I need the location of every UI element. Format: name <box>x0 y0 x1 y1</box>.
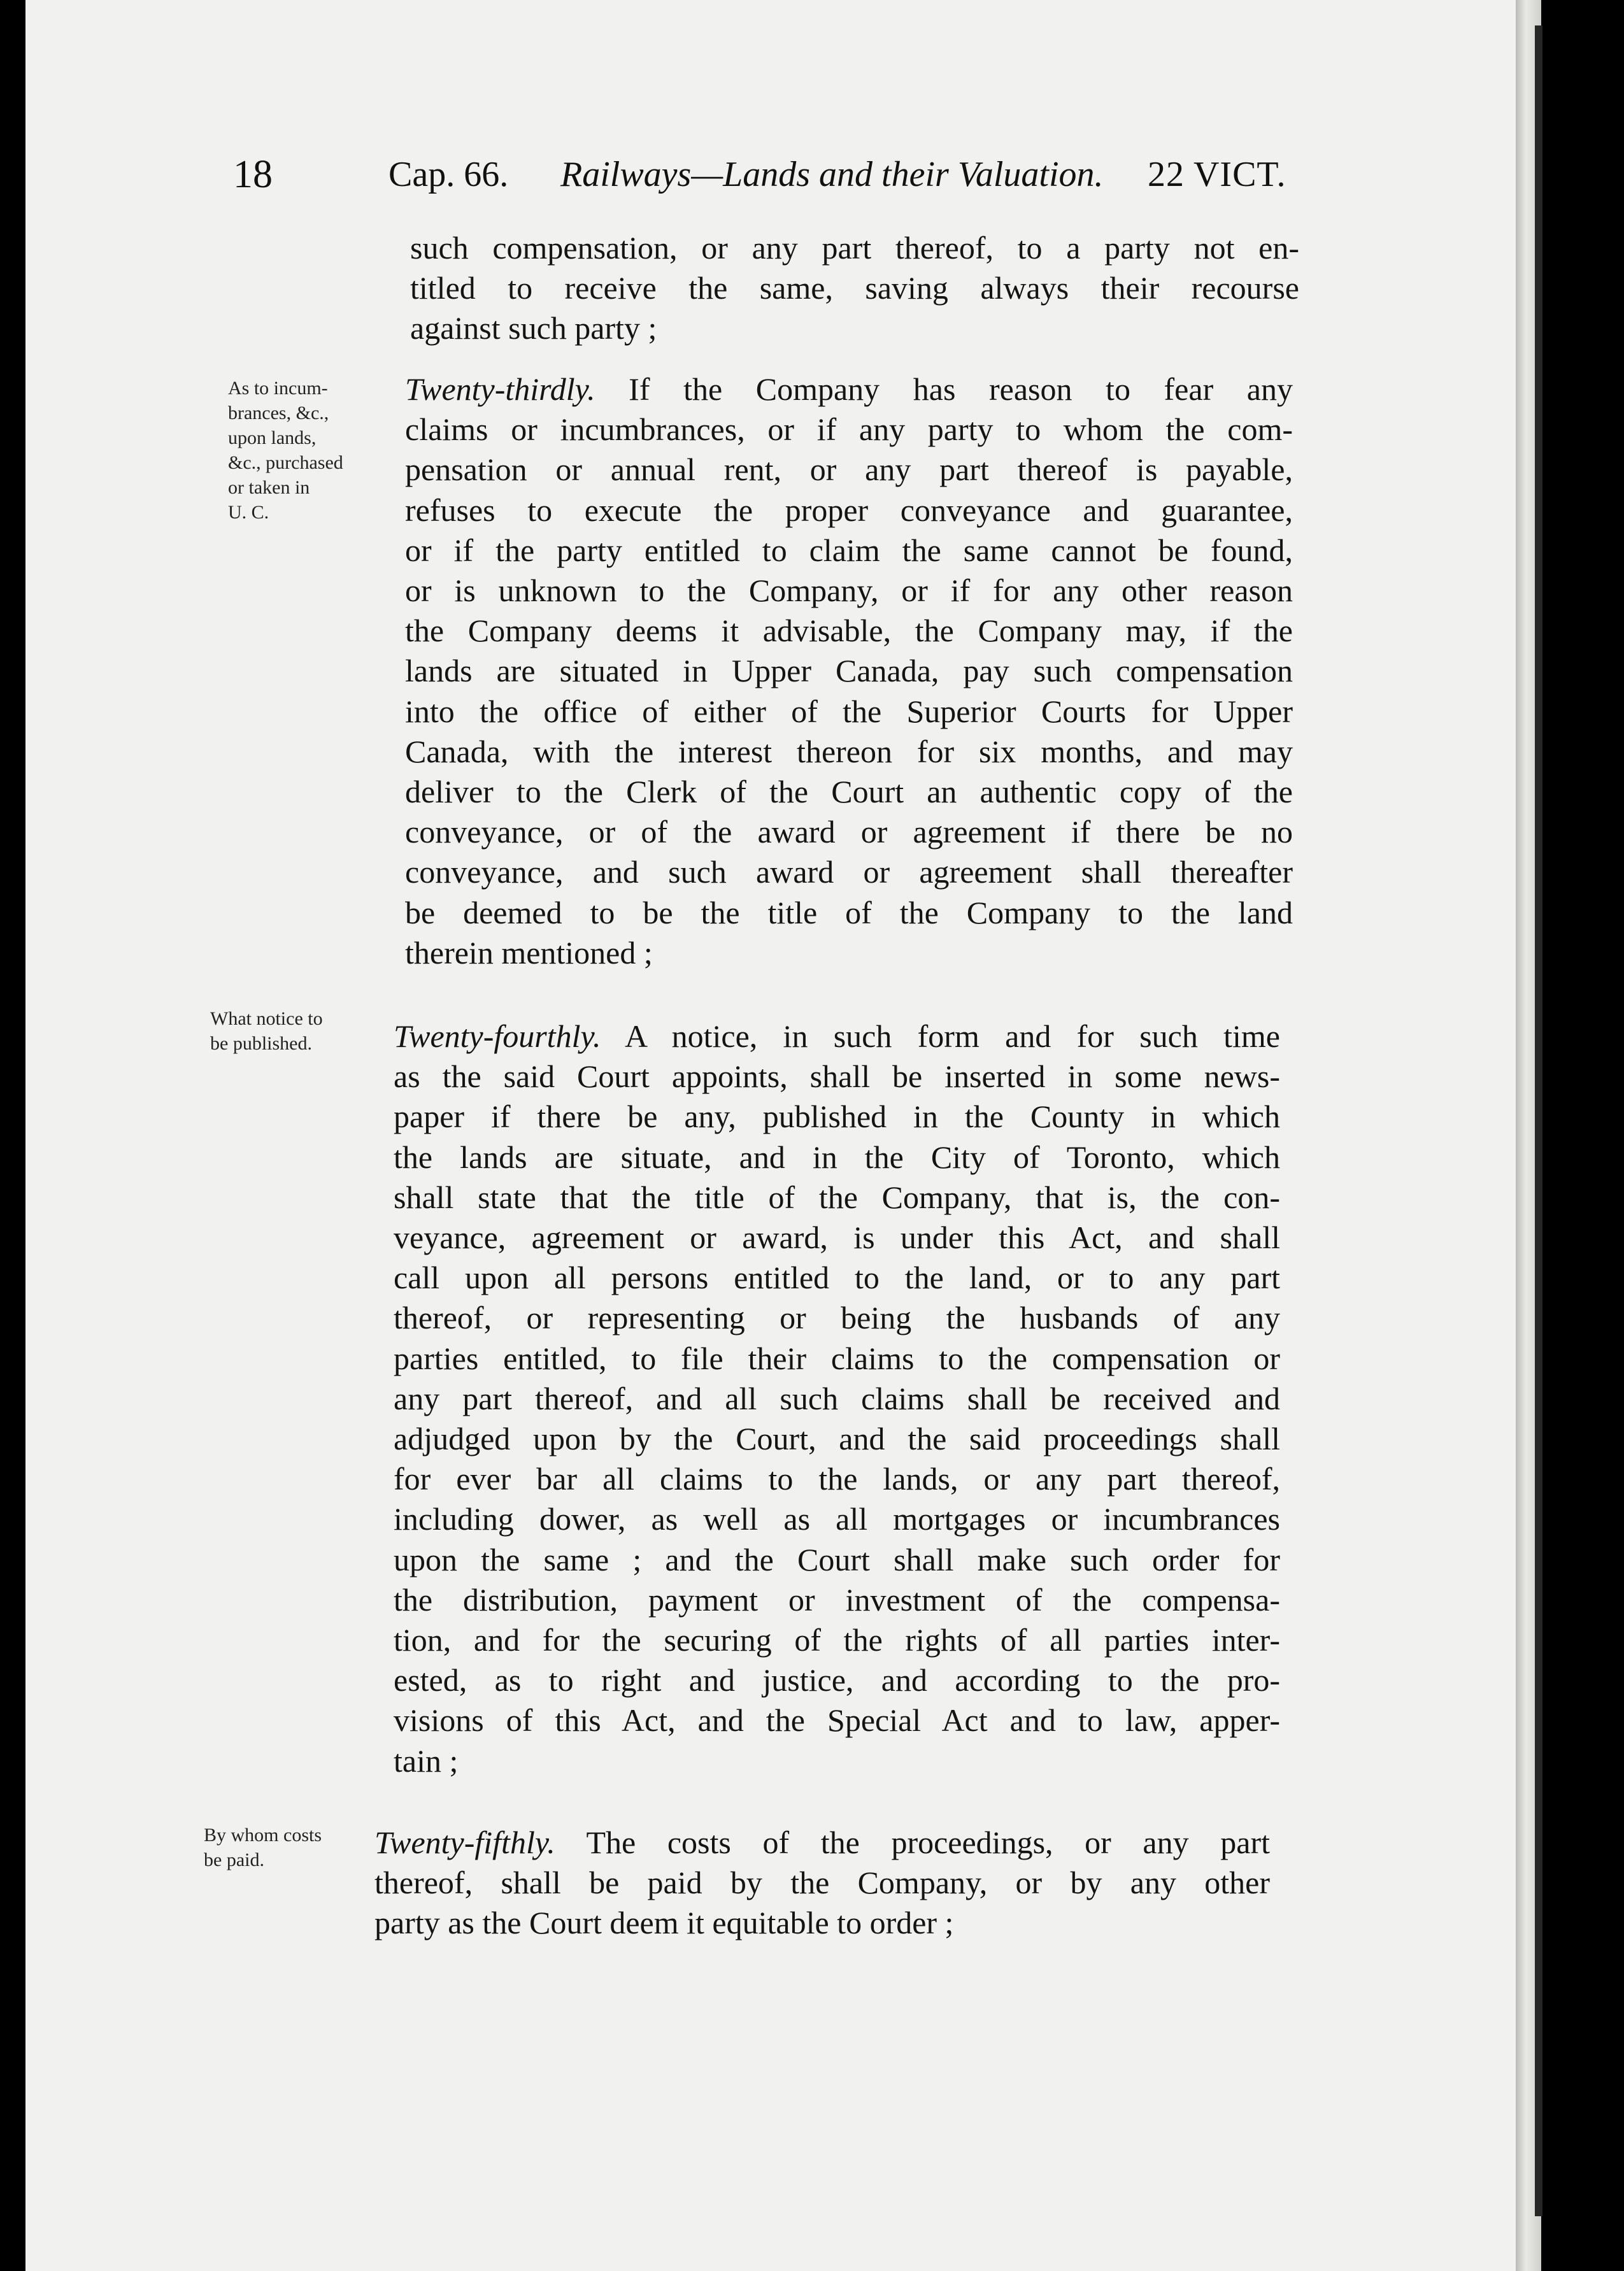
margin-note-line: By whom costs <box>204 1825 322 1846</box>
text-line: conveyance, and such award or agreement shall thereafter <box>405 854 1293 890</box>
margin-note-line: be published. <box>210 1033 312 1054</box>
text-line: shall state that the title of the Company, that is, the con- <box>394 1179 1280 1215</box>
text-line: parties entitled, to file their claims to the compensation or <box>394 1340 1280 1376</box>
text-line: party as the Court deem it equitable to order ; <box>374 1905 954 1941</box>
paragraph-lead: Twenty-thirdly. <box>405 371 595 407</box>
text-line: the Company deems it advisable, the Company may, if the <box>405 613 1293 649</box>
text-line: the lands are situate, and in the City of Toronto, which <box>394 1139 1280 1175</box>
page-number: 18 <box>233 153 273 196</box>
binding-edge <box>1535 25 1542 2216</box>
text-line: the distribution, payment or investment of the compensa- <box>394 1581 1280 1618</box>
paragraph-lead: Twenty-fifthly. <box>374 1825 555 1860</box>
text-line: adjudged upon by the Court, and the said proceedings shall <box>394 1421 1280 1457</box>
text-line: titled to receive the same, saving always their recourse <box>410 270 1299 306</box>
paragraph-lead: Twenty-fourthly. <box>394 1018 601 1054</box>
text-line: tain ; <box>394 1742 459 1779</box>
margin-note-line: As to incum- <box>228 378 328 399</box>
paragraph-twenty-fourthly <box>394 1016 1280 1781</box>
text-line: claims or incumbrances, or if any party to whom the com- <box>405 411 1293 448</box>
text-line: tion, and for the securing of the rights of all parties inter- <box>394 1622 1280 1658</box>
margin-note-line: &c., purchased <box>228 452 343 473</box>
margin-note-line: or taken in <box>228 477 310 498</box>
text-line <box>374 1823 1270 1863</box>
margin-note-line: U. C. <box>228 502 269 523</box>
text-line-rest: If the Company has reason to fear any <box>595 371 1293 407</box>
text-line: lands are situated in Upper Canada, pay such compensation <box>405 653 1293 689</box>
regnal-year: 22 VICT. <box>1148 155 1286 194</box>
margin-note-line: be paid. <box>204 1849 264 1870</box>
paragraph-continuation <box>410 228 1299 349</box>
text-line: deliver to the Clerk of the Court an authentic copy of the <box>405 774 1293 810</box>
running-header <box>25 152 1541 203</box>
margin-note-costs <box>204 1823 322 1872</box>
text-line-rest: The costs of the proceedings, or any part <box>555 1825 1270 1860</box>
margin-note-line: upon lands, <box>228 427 317 448</box>
text-line <box>394 1016 1280 1057</box>
text-line: veyance, agreement or award, is under this Act, and shall <box>394 1220 1280 1256</box>
margin-note-incumbrances <box>228 376 343 525</box>
text-line: any part thereof, and all such claims shall be received and <box>394 1380 1280 1416</box>
text-line: including dower, as well as all mortgages or incumbrances <box>394 1501 1280 1537</box>
text-line: against such party ; <box>410 310 657 346</box>
paragraph-twenty-thirdly <box>405 369 1293 973</box>
text-line: or if the party entitled to claim the same cannot be found, <box>405 532 1293 568</box>
chapter-label: Cap. 66. <box>388 155 509 194</box>
text-line <box>405 369 1293 409</box>
margin-note-line: brances, &c., <box>228 402 329 424</box>
margin-note-line: What notice to <box>210 1008 323 1029</box>
text-line: visions of this Act, and the Special Act and to law, apper- <box>394 1702 1280 1739</box>
text-line: call upon all persons entitled to the land, or to any part <box>394 1260 1280 1296</box>
text-line: conveyance, or of the award or agreement if there be no <box>405 814 1293 850</box>
text-line: into the office of either of the Superior Courts for Upper <box>405 693 1293 729</box>
text-line: thereof, or representing or being the husbands of any <box>394 1300 1280 1336</box>
text-line: upon the same ; and the Court shall make such order for <box>394 1541 1280 1577</box>
text-line: as the said Court appoints, shall be inserted in some news- <box>394 1058 1280 1095</box>
text-line: paper if there be any, published in the County in which <box>394 1099 1280 1135</box>
book-page <box>25 0 1541 2271</box>
running-title: Railways—Lands and their Valuation. <box>560 155 1104 194</box>
text-line: pensation or annual rent, or any part thereof is payable, <box>405 452 1293 488</box>
text-line-rest: A notice, in such form and for such time <box>601 1018 1280 1054</box>
margin-note-notice <box>210 1006 323 1056</box>
text-line: for ever bar all claims to the lands, or any part thereof, <box>394 1461 1280 1497</box>
text-line: ested, as to right and justice, and according to the pro- <box>394 1662 1280 1698</box>
text-line: Canada, with the interest thereon for six months, and may <box>405 733 1293 769</box>
text-line: be deemed to be the title of the Company to the land <box>405 894 1293 930</box>
text-line: therein mentioned ; <box>405 934 653 971</box>
text-line: thereof, shall be paid by the Company, or by any other <box>374 1865 1270 1901</box>
text-line: or is unknown to the Company, or if for any other reason <box>405 573 1293 609</box>
text-line: such compensation, or any part thereof, to a party not en- <box>410 230 1299 266</box>
paragraph-twenty-fifthly <box>374 1823 1270 1944</box>
text-line: refuses to execute the proper conveyance and guarantee, <box>405 492 1293 528</box>
